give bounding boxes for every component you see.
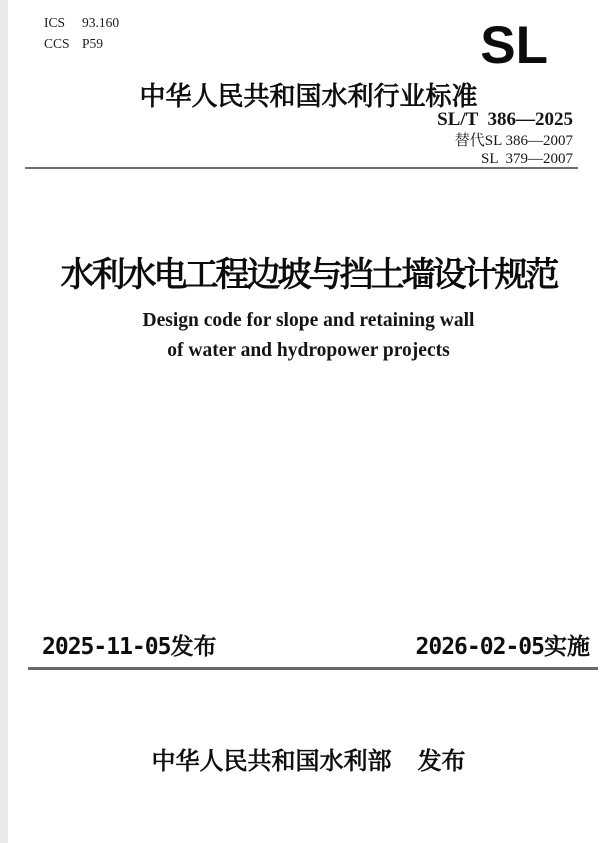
scan-edge-strip [0, 0, 8, 843]
publisher-line [8, 741, 609, 776]
publisher-suffix: 发布 [417, 748, 466, 775]
effective-label: 实施 [544, 633, 590, 659]
document-title-en-line1: Design code for slope and retaining wall [142, 310, 475, 331]
issue-date-group [42, 628, 216, 661]
header-rule [25, 167, 578, 169]
ics-value: 93.160 [82, 15, 120, 30]
standard-number: SL/T 386—2025 [437, 109, 573, 130]
document-title-en-line2: of water and hydropower projects [167, 340, 450, 361]
footer-rule [28, 667, 598, 670]
document-title-en [8, 306, 609, 366]
classification-codes [44, 12, 119, 54]
ics-label: ICS [44, 15, 66, 30]
standard-type-heading: 中华人民共和国水利行业标准 [139, 81, 478, 111]
document-title-zh: 水利水电工程边坡与挡土墙设计规范 [60, 256, 557, 294]
ccs-label: CCS [44, 36, 70, 51]
ccs-value: P59 [82, 36, 104, 51]
issue-label: 发布 [170, 633, 217, 659]
standard-number-block [437, 107, 573, 168]
publisher-name: 中华人民共和国水利部 [151, 748, 392, 775]
effective-date: 2026-02-05 [415, 634, 544, 660]
issue-date: 2025-11-05 [42, 634, 171, 660]
effective-date-group [416, 628, 590, 661]
ccs-code [44, 33, 119, 54]
replaced-standard-2: SL 379—2007 [481, 151, 573, 167]
ics-code [44, 12, 119, 33]
dates-row [42, 628, 590, 661]
replaced-standard-1: 替代SL 386—2007 [454, 133, 573, 149]
sl-logo: SL [480, 16, 548, 75]
